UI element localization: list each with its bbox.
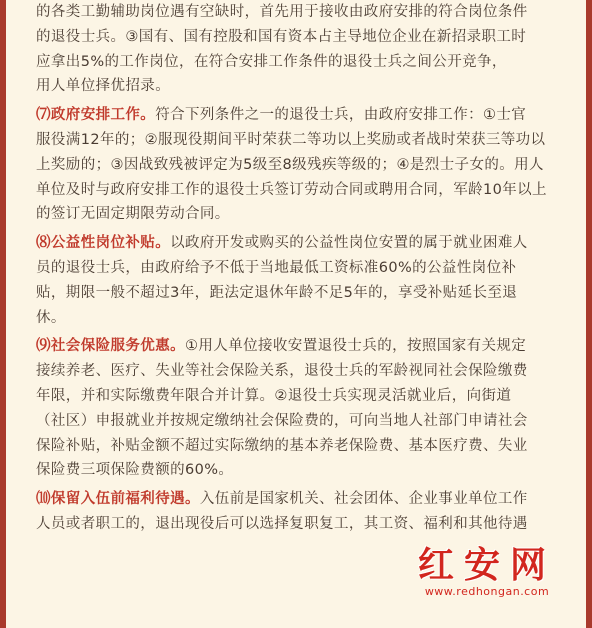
text-line: 以政府开发或购买的公益性岗位安置的属于就业困难人 [170, 235, 528, 252]
text-line: 的各类工勤辅助岗位遇有空缺时，首先用于接收由政府安排的符合岗位条件 [36, 4, 528, 20]
text-line: 接续养老、医疗、失业等社会保险关系，退役士兵的军龄视同社会保险缴费 [36, 363, 528, 380]
text-line: 保险补贴，补贴金额不超过实际缴纳的基本养老保险费、基本医疗费、失业 [36, 437, 528, 454]
text-line: 入伍前是国家机关、社会团体、企业事业单位工作 [199, 491, 528, 508]
section-heading: ⑼社会保险服务优惠。 [36, 338, 185, 355]
paragraph-continuation [36, 0, 566, 99]
text-line: 保险费三项保险费额的60%。 [36, 462, 234, 479]
text-line: 上奖励的；③因战致残被评定为5级至8级残疾等级的；④是烈士子女的。用人 [36, 156, 544, 173]
text-line: 应拿出5%的工作岗位，在符合安排工作条件的退役士兵之间公开竞争， [36, 53, 507, 70]
text-line: 的签订无固定期限劳动合同。 [36, 206, 230, 223]
text-line: 用人单位择优招录。 [36, 78, 171, 95]
watermark-url: www.redhongan.com [424, 585, 550, 598]
watermark-name: 红安网 [417, 544, 556, 586]
text-line: 人员或者职工的，退出现役后可以选择复职复工，其工资、福利和其他待遇 [36, 515, 528, 532]
section-heading: ⑽保留入伍前福利待遇。 [36, 491, 200, 508]
article-body [36, 0, 566, 537]
section-retain-welfare [36, 487, 566, 537]
section-social-insurance [36, 334, 566, 483]
text-line: 服役满12年的；②服现役期间平时荣获二等功以上奖励或者战时荣获三等功以 [36, 131, 546, 148]
text-line: 员的退役士兵，由政府给予不低于当地最低工资标准60%的公益性岗位补 [36, 259, 517, 276]
text-line: 休。 [36, 309, 66, 326]
text-line: 符合下列条件之一的退役士兵，由政府安排工作：①士官 [155, 107, 527, 124]
site-watermark-logo [402, 545, 572, 605]
text-line: 年限，并和实际缴费年限合并计算。②退役士兵实现灵活就业后，向街道 [36, 387, 512, 404]
text-line: 贴，期限一般不超过3年，距法定退休年龄不足5年的，享受补贴延长至退 [36, 284, 518, 301]
section-government-job [36, 103, 566, 227]
section-public-welfare-subsidy [36, 231, 566, 330]
section-heading: ⑺政府安排工作。 [36, 107, 156, 124]
section-heading: ⑻公益性岗位补贴。 [36, 235, 171, 252]
text-line: （社区）申报就业并按规定缴纳社会保险费的，可向当地人社部门申请社会 [36, 412, 528, 429]
text-line: ①用人单位接收安置退役士兵的，按照国家有关规定 [185, 338, 527, 355]
text-line: 的退役士兵。③国有、国有控股和国有资本占主导地位企业在新招录职工时 [36, 28, 527, 45]
text-line: 单位及时与政府安排工作的退役士兵签订劳动合同或聘用合同，军龄10年以上 [36, 181, 547, 198]
